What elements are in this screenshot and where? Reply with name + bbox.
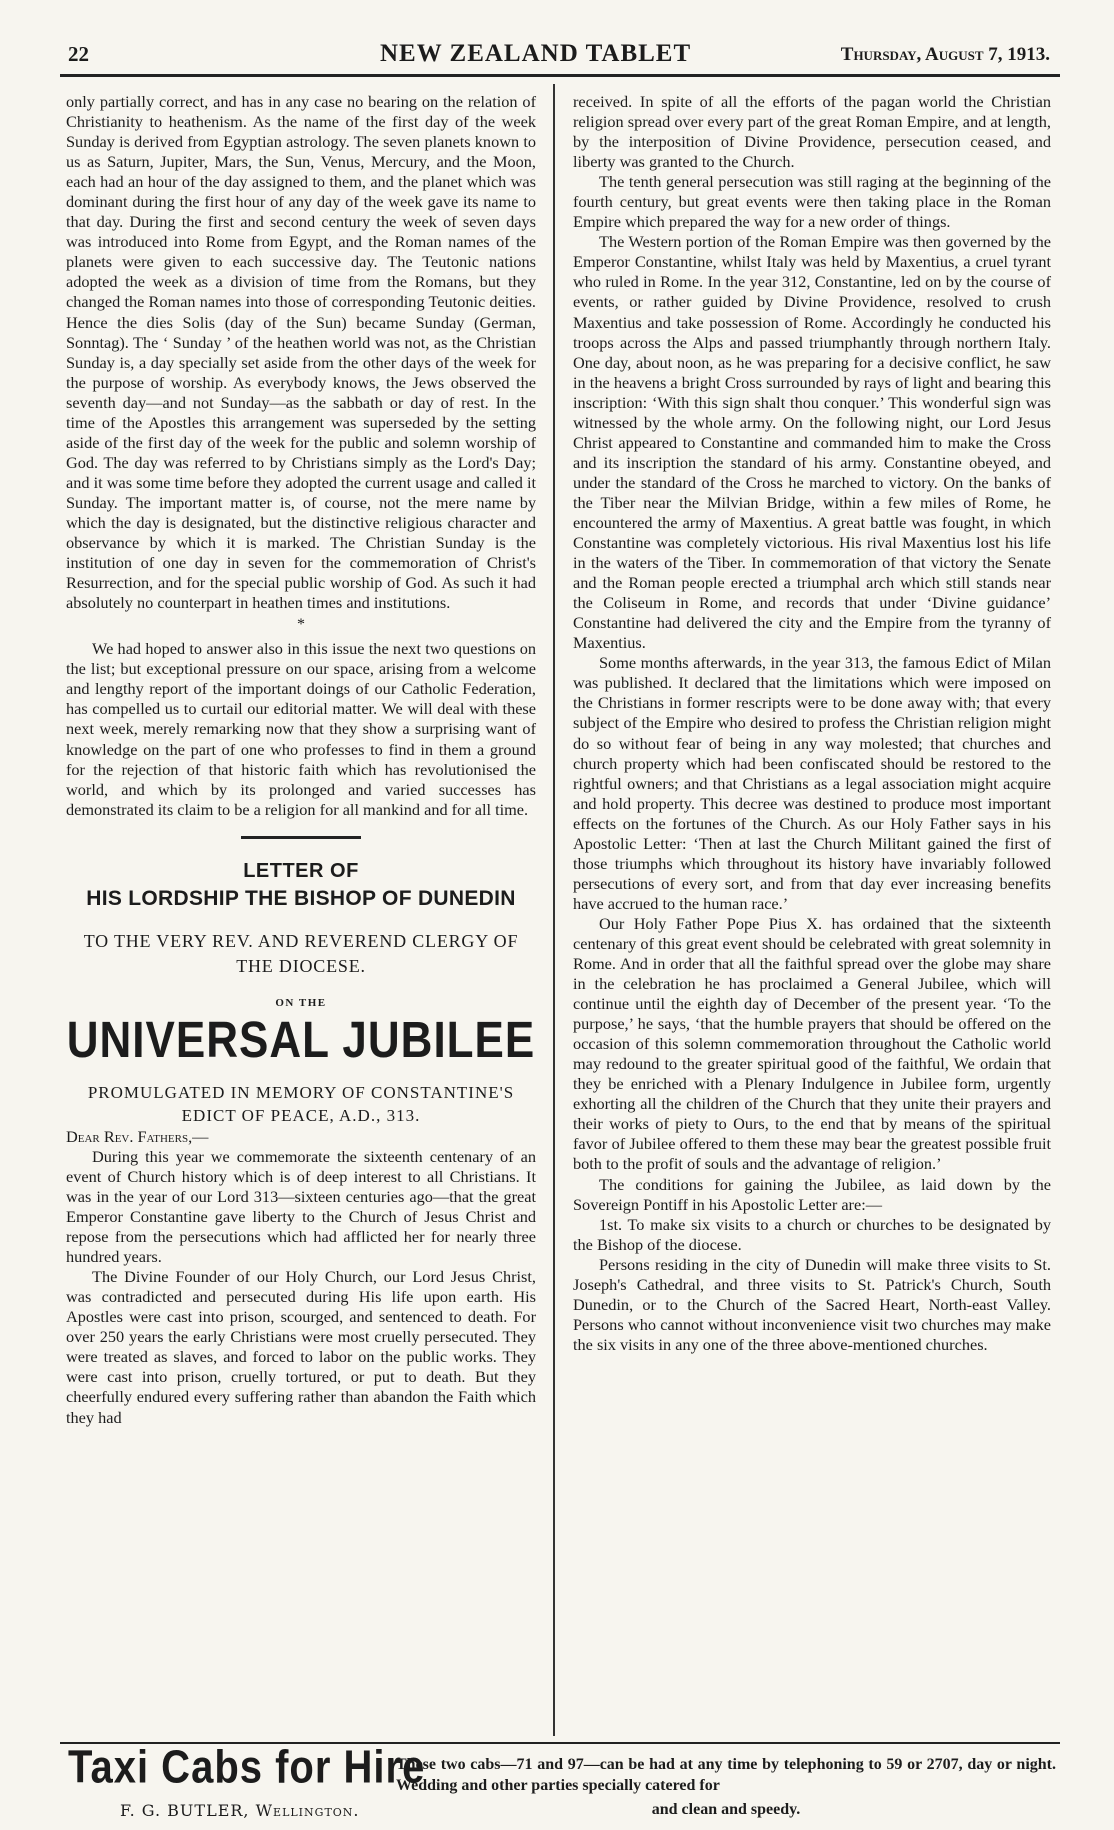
page-number: 22 [68,42,89,66]
letter-paragraph: The Divine Founder of our Holy Church, our Lord Jesus Christ, was contradicted and persecuted during His life upon earth. His Apostles were cast into prison, scourged, and sentenced to death. For over 250 years the early Christians were most cruelly persecuted. They were treated as slaves, and forced to labor on the public works. They were cast into prison, cruelly tortured, or put to death. But they cheerfully endured every suffering rather than abandon the Faith which they had [66,1267,536,1427]
letter-paragraph: During this year we commemorate the sixteenth centenary of an event of Church history which is of deep interest to all Christians. It was in the year of our Lord 313—sixteen centuries ago—that the great Emperor Constantine gave liberty to the Church of Jesus Christ and repose from the persecutions which had afflicted her for nearly three hundred years. [66,1146,536,1267]
page-header [60,40,1060,70]
left-column [66,92,536,1428]
letter-paragraph: The Western portion of the Roman Empire was then governed by the Emperor Constantine, whilst Italy was held by Maxentius, a cruel tyrant who ruled in Rome. In the year 312, Constantine, led on by the course of events, or rather guided by Divine Providence, resolved to crush Maxentius and take possession of Rome. Accordingly he conducted his troops across the Alps and passed triumphantly through northern Italy. One day, about noon, as he was preparing for a decisive conflict, he saw in the heavens a bright Cross surrounded by rays of light and bearing this inscription: ‘With this sign shalt thou conquer.’ This wonderful sign was witnessed by the whole army. On the following night, our Lord Jesus Christ appeared to Constantine and commanded him to make the Cross and its inscription the standard of his army. Constantine obeyed, and under the standard of the Cross he marched to victory. On the banks of the Tiber near the Milvian Bridge, within a few miles of Rome, he encountered the army of Maxentius. A great battle was fought, in which Constantine was completely victorious. His rival Maxentius lost his life in the waters of the Tiber. In commemoration of that victory the Senate and the Roman people erected a triumphal arch which still stands near the Coliseum in Rome, and records that under ‘Divine guidance’ Constantine had delivered the city and the Empire from the tyranny of Maxentius. [573,232,1051,653]
letter-heading: LETTER OF [243,859,359,882]
letter-salutation: Dear Rev. Fathers,— [66,1126,209,1146]
letter-address: TO THE VERY REV. AND REVEREND CLERGY OF THE DIOCESE. [83,930,519,976]
letter-on-the: ON THE [275,996,327,1009]
letter-author-heading: HIS LORDSHIP THE BISHOP OF DUNEDIN [86,886,516,910]
letter-paragraph: The tenth general persecution was still raging at the beginning of the fourth century, but great events were then taking place in the Roman Empire which prepared the way for a new order of things. [573,172,1051,232]
right-column [573,92,1051,1355]
letter-paragraph: The conditions for gaining the Jubilee, as laid down by the Sovereign Pontiff in his Apostolic Letter are:— [573,1174,1051,1214]
letter-paragraph: Our Holy Father Pope Pius X. has ordained that the sixteenth centenary of this great event should be celebrated with great solemnity in Rome. And in order that all the faithful spread over the globe may share in the celebration he has proclaimed a General Jubilee, which will continue until the eighth day of December of the present year. ‘To the purpose,’ he says, ‘that the humble prayers that should be offered on the occasion of this solemn commemoration throughout the Catholic world may redound to the greater spiritual good of the faithful, We ordain that they be enriched with a Plenary Indulgence in Jubilee form, urgently exhorting all the children of the Church that they unite their prayers and their works of piety to Ours, to the end that by means of the spiritual favor of Jubilee offered to them these may bear the greatest possible fruit both to the profit of souls and the advantage of religion.’ [573,913,1051,1174]
letter-subtitle: PROMULGATED IN MEMORY OF CONSTANTINE'S EDICT OF PEACE, A.D., 313. [87,1082,515,1125]
section-separator: * [297,616,305,634]
letter-paragraph: Persons residing in the city of Dunedin will make three visits to St. Joseph's Cathedral, and three visits to St. Patrick's Church, South Dunedin, or to the Church of the Sacred Heart, North-east Valley. Persons who cannot without inconvenience visit two churches may make the six visits in any one of the three above-mentioned churches. [573,1254,1051,1354]
article-paragraph: only partially correct, and has in any case no bearing on the relation of Christianity to heathenism. As the name of the first day of the week Sunday is derived from Egyptian astrology. The seven planets known to us as Saturn, Jupiter, Mars, the Sun, Venus, Mercury, and the Moon, each had an hour of the day assigned to them, and the planet which was dominant during the first hour of any day of the week gave its name to that day. During the first and second century the week of seven days was introduced into Rome from Egypt, and the Roman names of the planets were given to each successive day. The Teutonic nations adopted the week as a division of time from the Romans, but they changed the Roman names into those of corresponding Teutonic deities. Hence the dies Solis (day of the Sun) became Sunday (German, Sonntag). The ‘ Sunday ’ of the heathen world was not, as the Christian Sunday is, a day specially set aside from the other days of the week for the purpose of worship. As everybody knows, the Jews observed the seventh day—and not Sunday—as the sabbath or day of rest. In the time of the Apostles this arrangement was superseded by the setting aside of the first day of the week for the public and solemn worship of God. The day was referred to by Christians simply as the Lord's Day; and it was some time before they adopted the current usage and called it Sunday. The important matter is, of course, not the mere name by which the day is designated, but the distinctive religious character and observance by which it is marked. The Christian Sunday is the institution of one day in seven for the commemoration of Christ's Resurrection, and for the special public worship of God. As such it had absolutely no counterpart in heathen times and institutions. [66,92,536,613]
letter-paragraph: 1st. To make six visits to a church or churches to be designated by the Bishop of the diocese. [573,1214,1051,1254]
advertisement-last-line: and clean and speedy. [651,1801,801,1818]
section-rule [241,836,361,839]
advertisement-title: Taxi Cabs for Hire [68,1742,426,1793]
column-divider [553,84,555,1736]
letter-title: UNIVERSAL JUBILEE [66,1012,536,1069]
masthead-title: NEW ZEALAND TABLET [380,40,692,67]
article-paragraph: We had hoped to answer also in this issue the next two questions on the list; but exceptional pressure on our space, arising from a welcome and lengthy report of the important doings of our Catholic Federation, has compelled us to curtail our editorial matter. We will deal with these next week, merely remarking now that they show a surprising want of knowledge on the part of one who professes to find in them a ground for the rejection of that historic faith which has revolutionised the world, and which by its prolonged and varied successes has demonstrated its claim to be a religion for all mankind and for all time. [66,639,536,819]
letter-paragraph: received. In spite of all the efforts of the pagan world the Christian religion spread over every part of the great Roman Empire, and at length, by the interposition of Divine Providence, persecution ceased, and liberty was granted to the Church. [573,92,1051,172]
advertisement-advertiser: F. G. BUTLER, Wellington. [120,1801,360,1820]
issue-date: Thursday, August 7, 1913. [840,44,1050,65]
advertisement-text: These two cabs—71 and 97—can be had at any time by telephoning to 59 or 2707, day or night. Wedding and other parties specially catered for [396,1756,1056,1794]
advertisement-body [396,1754,1056,1820]
letter-paragraph: Some months afterwards, in the year 313, the famous Edict of Milan was published. It declared that the limitations which were imposed on the Christians in former rescripts were to be done away with; that every subject of the Empire who desired to profess the Christian religion might do so without fear of being in any way molested; that churches and church property which had been confiscated should be restored to the rightful owners; and that Christians as a legal association might acquire and hold property. This decree was destined to produce most important effects on the fortunes of the Church. As our Holy Father says in his Apostolic Letter: ‘Then at last the Church Militant gained the first of those triumphs which throughout its history have invariably followed persecutions of every sort, and from that day ever increasing benefits have accrued to the human race.’ [573,653,1051,913]
header-rule [60,74,1060,77]
